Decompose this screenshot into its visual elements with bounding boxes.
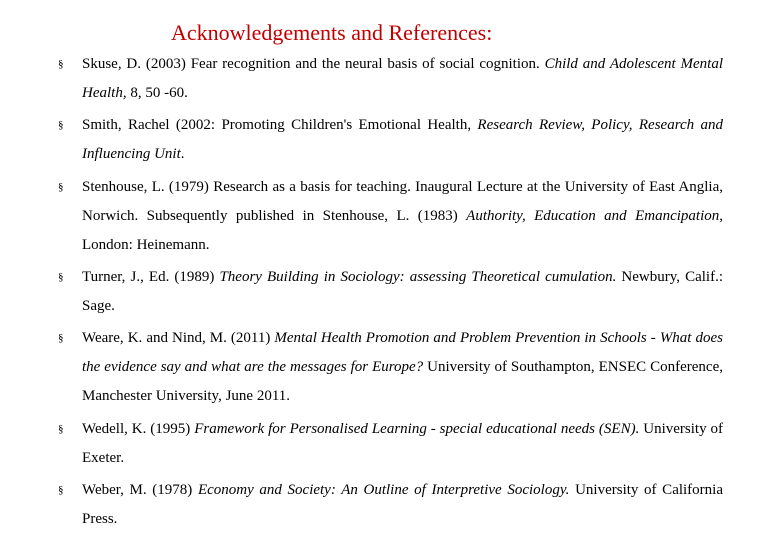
- bullet-icon: §: [58, 332, 64, 344]
- page-title: Acknowledgements and References:: [171, 20, 493, 45]
- reference-item: [58, 173, 723, 260]
- reference-item: [58, 111, 723, 169]
- bullet-icon: §: [58, 181, 64, 193]
- reference-text: Skuse, D. (2003) Fear recognition and the neural basis of social cognition. Child and Adolescent Mental Health, 8, 50 -60.: [82, 56, 723, 101]
- reference-text: Wedell, K. (1995) Framework for Personalised Learning - special educational needs (SEN). University of Exeter.: [82, 421, 724, 466]
- bullet-icon: §: [58, 271, 64, 283]
- reference-item: [58, 324, 724, 411]
- reference-text: Turner, J., Ed. (1989) Theory Building in Sociology: assessing Theoretical cumulation. Newbury, Calif.: Sage.: [82, 269, 723, 314]
- reference-text: Smith, Rachel (2002: Promoting Children's Emotional Health, Research Review, Policy, Research and Influencing Unit.: [82, 117, 723, 162]
- reference-text: Stenhouse, L. (1979) Research as a basis for teaching. Inaugural Lecture at the University of East Anglia, Norwich. Subsequently published in Stenhouse, L. (1983) Authority, Education and Emancipation, London: Heinemann.: [82, 179, 723, 253]
- bullet-icon: §: [58, 119, 64, 131]
- bullet-icon: §: [58, 484, 64, 496]
- reference-item: [58, 50, 723, 108]
- reference-item: [58, 415, 724, 473]
- reference-item: [58, 263, 723, 321]
- reference-text: Weare, K. and Nind, M. (2011) Mental Health Promotion and Problem Prevention in Schools - What does the evidence say and what are the messages for Europe? University of Southampton, ENSEC Conference, Manchester University, June 2011.: [82, 330, 724, 404]
- reference-text: Weber, M. (1978) Economy and Society: An Outline of Interpretive Sociology. University of California Press.: [82, 482, 723, 527]
- bullet-icon: §: [58, 58, 64, 70]
- bullet-icon: §: [58, 423, 64, 435]
- reference-item: [58, 476, 723, 534]
